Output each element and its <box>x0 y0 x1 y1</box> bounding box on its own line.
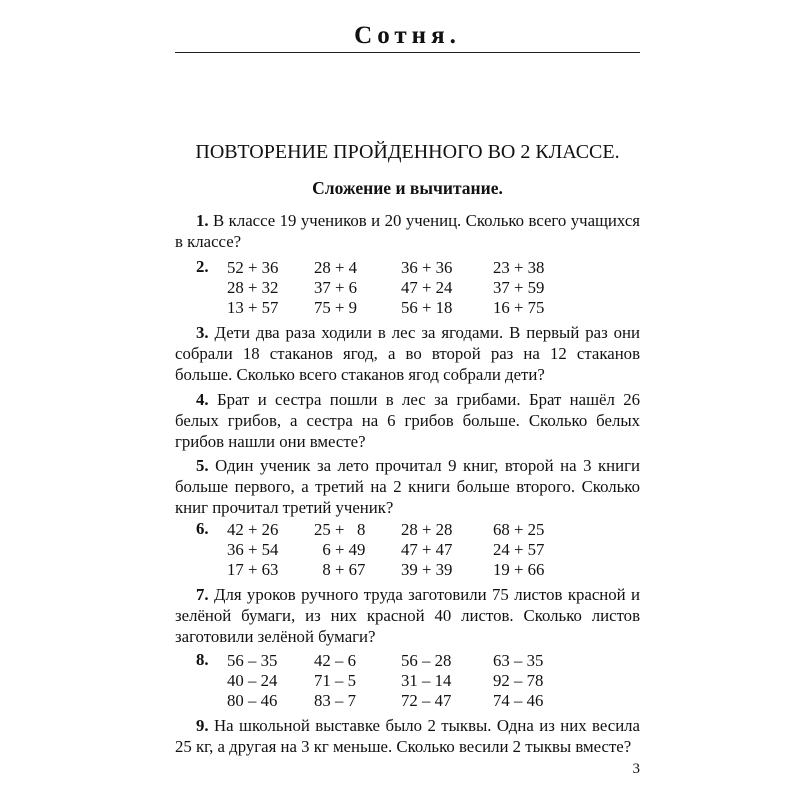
exercise-row <box>175 277 640 298</box>
chapter-title: Сотня. <box>354 22 461 49</box>
expression: 28 + 4 <box>314 258 358 277</box>
expression: 19 + 66 <box>493 560 545 579</box>
problem-number: 7. <box>196 585 209 604</box>
expression: 92 – 78 <box>493 671 544 690</box>
exercise-number: 8. <box>196 650 209 669</box>
problem-3 <box>175 322 640 385</box>
exercise-row <box>175 539 640 560</box>
exercise-row <box>175 257 640 278</box>
expression: 42 – 6 <box>314 651 356 670</box>
problem-9 <box>175 715 640 757</box>
expression: 56 + 18 <box>401 298 453 317</box>
expression: 17 + 63 <box>227 560 279 579</box>
expression: 39 + 39 <box>401 560 453 579</box>
problem-number: 9. <box>196 716 209 735</box>
problem-1 <box>175 210 640 252</box>
exercise-row <box>175 297 640 318</box>
exercise-row <box>175 519 640 540</box>
expression: 36 + 54 <box>227 540 279 559</box>
problem-5 <box>175 455 640 518</box>
exercise-number: 6. <box>196 519 209 538</box>
expression: 83 – 7 <box>314 691 356 710</box>
expression: 47 + 24 <box>401 278 453 297</box>
expression: 63 – 35 <box>493 651 544 670</box>
exercise-row <box>175 670 640 691</box>
expression: 56 – 28 <box>401 651 452 670</box>
expression: 75 + 9 <box>314 298 358 317</box>
expression: 28 + 32 <box>227 278 279 297</box>
expression: 16 + 75 <box>493 298 545 317</box>
problem-4 <box>175 389 640 452</box>
expression: 8 + 67 <box>314 560 366 579</box>
problem-number: 3. <box>196 323 209 342</box>
problem-text: В классе 19 учеников и 20 учениц. Сколько всего учащихся в классе? <box>175 211 640 251</box>
problem-text: На школьной выставке было 2 тыквы. Одна из них весила 25 кг, а другая на 3 кг меньше. Сколько весили 2 тыквы вместе? <box>175 716 640 756</box>
exercise-row <box>175 690 640 711</box>
expression: 24 + 57 <box>493 540 545 559</box>
expression: 68 + 25 <box>493 520 545 539</box>
expression: 42 + 26 <box>227 520 279 539</box>
expression: 72 – 47 <box>401 691 452 710</box>
expression: 37 + 59 <box>493 278 545 297</box>
exercise-row <box>175 559 640 580</box>
expression: 13 + 57 <box>227 298 279 317</box>
expression: 23 + 38 <box>493 258 545 277</box>
header-rule <box>175 52 640 53</box>
expression: 80 – 46 <box>227 691 278 710</box>
problem-7 <box>175 584 640 647</box>
problem-number: 1. <box>196 211 209 230</box>
exercise-number: 2. <box>196 257 209 276</box>
expression: 74 – 46 <box>493 691 544 710</box>
section-title: ПОВТОРЕНИЕ ПРОЙДЕННОГО ВО 2 КЛАССЕ. <box>195 141 620 163</box>
problem-text: Один ученик за лето прочитал 9 книг, второй на 3 книги больше первого, а третий на 2 книги больше второго. Сколько книг прочитал третий ученик? <box>175 456 640 517</box>
expression: 28 + 28 <box>401 520 453 539</box>
expression: 71 – 5 <box>314 671 356 690</box>
problem-text: Брат и сестра пошли в лес за грибами. Брат нашёл 26 белых грибов, а сестра на 6 грибов больше. Сколько белых грибов нашли они вместе? <box>175 390 641 451</box>
exercise-row <box>175 650 640 671</box>
problem-text: Для уроков ручного труда заготовили 75 листов красной и зелёной бумаги, из них красной 40 листов. Сколько листов заготовили зелёной бумаги? <box>175 585 640 646</box>
expression: 47 + 47 <box>401 540 453 559</box>
problem-number: 4. <box>196 390 209 409</box>
page-number: 3 <box>632 761 640 777</box>
expression: 36 + 36 <box>401 258 453 277</box>
subsection-title: Сложение и вычитание. <box>312 178 503 198</box>
expression: 37 + 6 <box>314 278 358 297</box>
expression: 31 – 14 <box>401 671 452 690</box>
problem-number: 5. <box>196 456 209 475</box>
problem-text: Дети два раза ходили в лес за ягодами. В первый раз они собрали 18 стаканов ягод, а во второй раз на 12 стаканов больше. Сколько всего стаканов ягод собрали дети? <box>175 323 640 384</box>
expression: 56 – 35 <box>227 651 278 670</box>
expression: 6 + 49 <box>314 540 366 559</box>
expression: 52 + 36 <box>227 258 279 277</box>
expression: 40 – 24 <box>227 671 278 690</box>
expression: 25 + 8 <box>314 520 366 539</box>
